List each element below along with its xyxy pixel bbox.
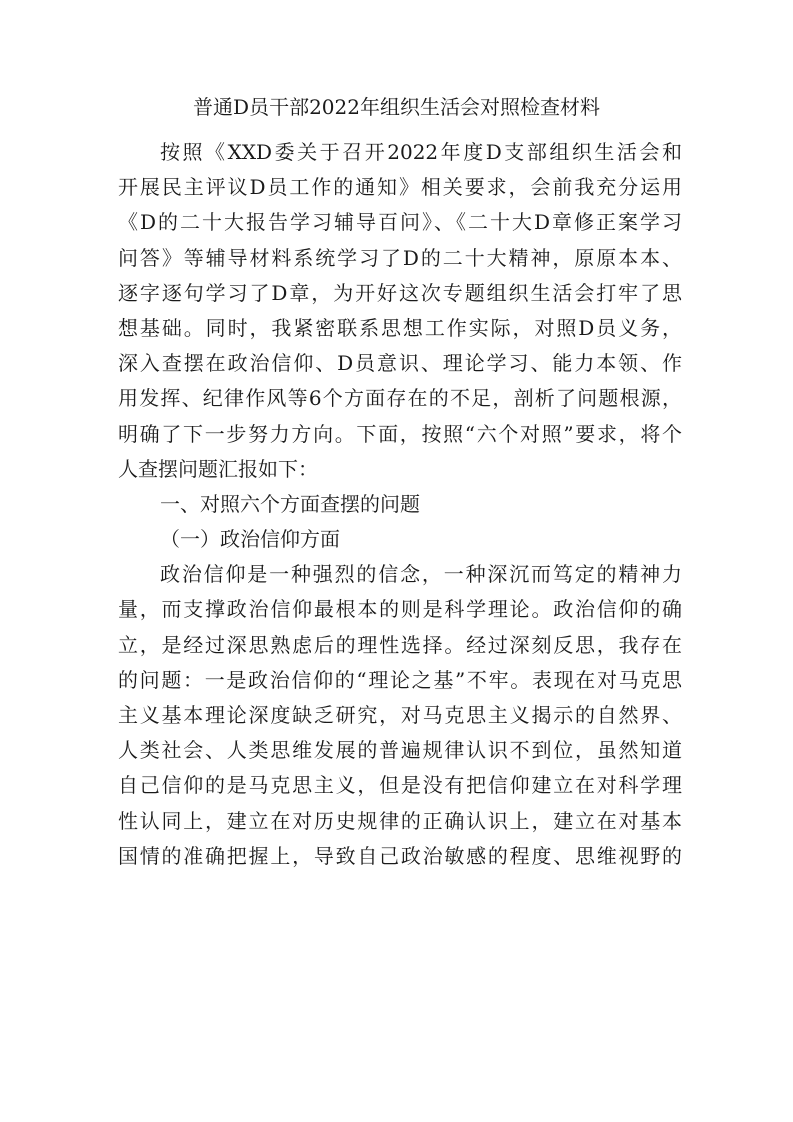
paragraph-line: 逐字逐句学习了D章，为开好这次专题组织生活会打牢了思 [118,280,682,305]
paragraph-line: 的问题：一是政治信仰的“理论之基”不牢。表现在对马克思 [118,667,682,692]
paragraph-line: 人类社会、人类思维发展的普遍规律认识不到位，虽然知道 [118,738,682,763]
paragraph-line: 想基础。同时，我紧密联系思想工作实际，对照D员义务， [118,315,682,340]
paragraph-line: 自己信仰的是马克思主义，但是没有把信仰建立在对科学理 [118,773,682,798]
document-title: 普通D员干部2022年组织生活会对照检查材料 [193,95,600,119]
paragraph-intro [118,135,682,487]
paragraph-line: 政治信仰是一种强烈的信念，一种深沉而笃定的精神力 [160,562,682,587]
paragraph-line: 按照《XXD委关于召开2022年度D支部组织生活会和 [160,140,682,164]
paragraph-line: 立，是经过深思熟虑后的理性选择。经过深刻反思，我存在 [118,632,682,657]
paragraph-line: 主义基本理论深度缺乏研究，对马克思主义揭示的自然界、 [118,703,682,727]
paragraph-line: 量，而支撑政治信仰最根本的则是科学理论。政治信仰的确 [118,597,682,622]
paragraph-line: 用发挥、纪律作风等6个方面存在的不足，剖析了问题根源， [118,386,682,411]
subsection-heading: （一）政治信仰方面 [160,527,340,552]
paragraph-political-belief [118,557,682,874]
section-heading: 一、对照六个方面查摆的问题 [160,491,420,516]
paragraph-line: 《D的二十大报告学习辅导百问》、《二十大D章修正案学习 [118,210,682,235]
document-body [118,135,682,874]
paragraph-line: 开展民主评议D员工作的通知》相关要求，会前我充分运用 [118,175,682,200]
paragraph-line: 人查摆问题汇报如下： [118,456,318,481]
paragraph-line: 性认同上，建立在对历史规律的正确认识上，建立在对基本 [118,808,682,833]
paragraph-line: 深入查摆在政治信仰、D员意识、理论学习、能力本领、作 [118,351,682,376]
paragraph-line: 国情的准确把握上，导致自己政治敏感的程度、思维视野的 [118,843,682,868]
paragraph-line: 明确了下一步努力方向。下面，按照“六个对照”要求，将个 [118,421,682,446]
paragraph-line: 问答》等辅导材料系统学习了D的二十大精神，原原本本、 [118,245,682,270]
